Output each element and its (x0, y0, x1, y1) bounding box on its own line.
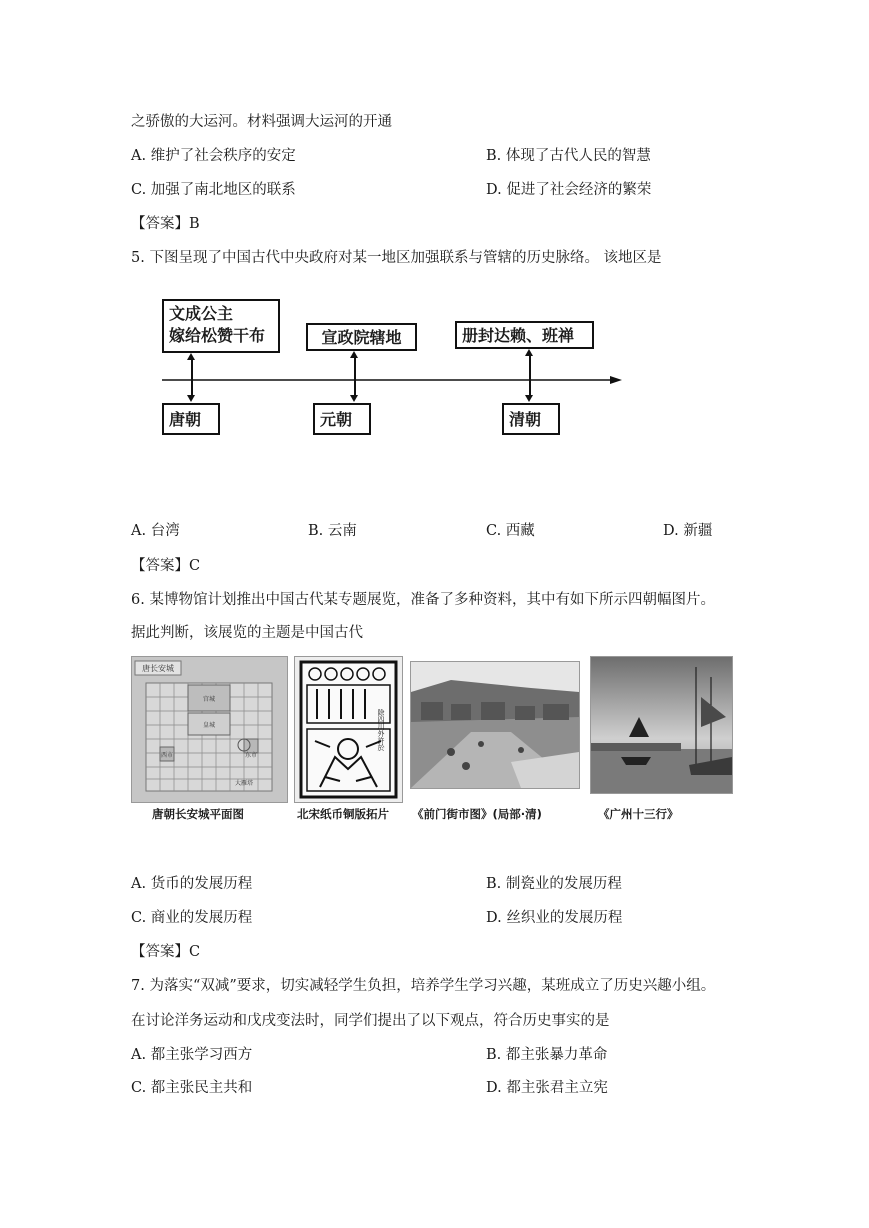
map-label-imperial-city: 皇城 (202, 722, 216, 729)
q5-option-a: A. 台湾 (131, 523, 180, 539)
event-tang-line2: 嫁给松赞干布 (169, 326, 266, 345)
arrow-down-qing (525, 395, 533, 402)
event-tang-line1: 文成公主 (169, 304, 234, 323)
banknote-text: 除四川外許於 (377, 709, 385, 751)
caption-qianmen-street: 《前门街市图》(局部·清) (412, 807, 542, 821)
q5-option-d: D. 新疆 (663, 523, 713, 539)
changan-map-image (131, 656, 288, 803)
q5-option-c: C. 西藏 (486, 523, 535, 539)
map-title: 唐长安城 (142, 664, 174, 673)
q4-answer: 【答案】B (131, 216, 200, 232)
q4-stem-tail: 之骄傲的大运河。材料强调大运河的开通 (131, 114, 392, 130)
q6-option-c: C. 商业的发展历程 (131, 910, 253, 926)
map-label-pagoda: 大雁塔 (234, 780, 254, 787)
q6-answer: 【答案】C (131, 944, 201, 960)
q6-option-d: D. 丝织业的发展历程 (486, 910, 623, 926)
q4-option-c: C. 加强了南北地区的联系 (131, 182, 296, 198)
qianmen-street-image (410, 661, 580, 789)
song-banknote-image (294, 656, 403, 803)
event-box-qing: 册封达赖、班禅 (455, 321, 594, 349)
q7-stem-line1: 7. 为落实“双减”要求，切实减轻学生负担，培养学生学习兴趣，某班成立了历史兴趣小组。 (131, 978, 716, 994)
q4-option-b: B. 体现了古代人民的智慧 (486, 148, 651, 164)
map-label-west-market: 西市 (160, 752, 174, 759)
q5-stem: 5. 下图呈现了中国古代中央政府对某一地区加强联系与管辖的历史脉络。 该地区是 (131, 250, 662, 266)
q5-answer: 【答案】C (131, 558, 201, 574)
arrow-down-yuan (350, 395, 358, 402)
dynasty-box-tang: 唐朝 (162, 403, 220, 435)
q4-option-d: D. 促进了社会经济的繁荣 (486, 182, 652, 198)
arrow-up-yuan (350, 351, 358, 358)
q6-option-a: A. 货币的发展历程 (131, 876, 253, 892)
caption-changan-map: 唐朝长安城平面图 (152, 807, 244, 821)
caption-canton-factories: 《广州十三行》 (598, 807, 679, 821)
map-label-east-market: 东市 (244, 752, 258, 759)
q7-stem-line2: 在讨论洋务运动和戊戌变法时，同学们提出了以下观点，符合历史事实的是 (131, 1013, 610, 1029)
q6-option-b: B. 制瓷业的发展历程 (486, 876, 622, 892)
arrow-up-qing (525, 349, 533, 356)
q4-option-a: A. 维护了社会秩序的安定 (131, 148, 296, 164)
arrow-down-tang (187, 395, 195, 402)
q5-option-b: B. 云南 (308, 523, 357, 539)
caption-song-banknote: 北宋纸币铜版拓片 (297, 807, 389, 821)
q6-stem-line2: 据此判断，该展览的主题是中国古代 (131, 625, 363, 641)
map-label-palace: 宫城 (202, 696, 216, 703)
connector-qing (529, 356, 531, 396)
q7-option-a: A. 都主张学习西方 (131, 1047, 253, 1063)
dynasty-box-yuan: 元朝 (313, 403, 371, 435)
q6-stem-line1: 6. 某博物馆计划推出中国古代某专题展览，准备了多种资料，其中有如下所示四朝幅图片。 (131, 592, 715, 608)
timeline-axis (160, 372, 625, 388)
event-box-yuan: 宣政院辖地 (306, 323, 417, 351)
event-box-tang (162, 299, 280, 353)
connector-yuan (354, 358, 356, 396)
q7-option-b: B. 都主张暴力革命 (486, 1047, 608, 1063)
canton-factories-image (590, 656, 733, 794)
connector-tang (191, 360, 193, 396)
dynasty-box-qing: 清朝 (502, 403, 560, 435)
arrow-up-tang (187, 353, 195, 360)
q7-option-c: C. 都主张民主共和 (131, 1080, 253, 1096)
q7-option-d: D. 都主张君主立宪 (486, 1080, 608, 1096)
